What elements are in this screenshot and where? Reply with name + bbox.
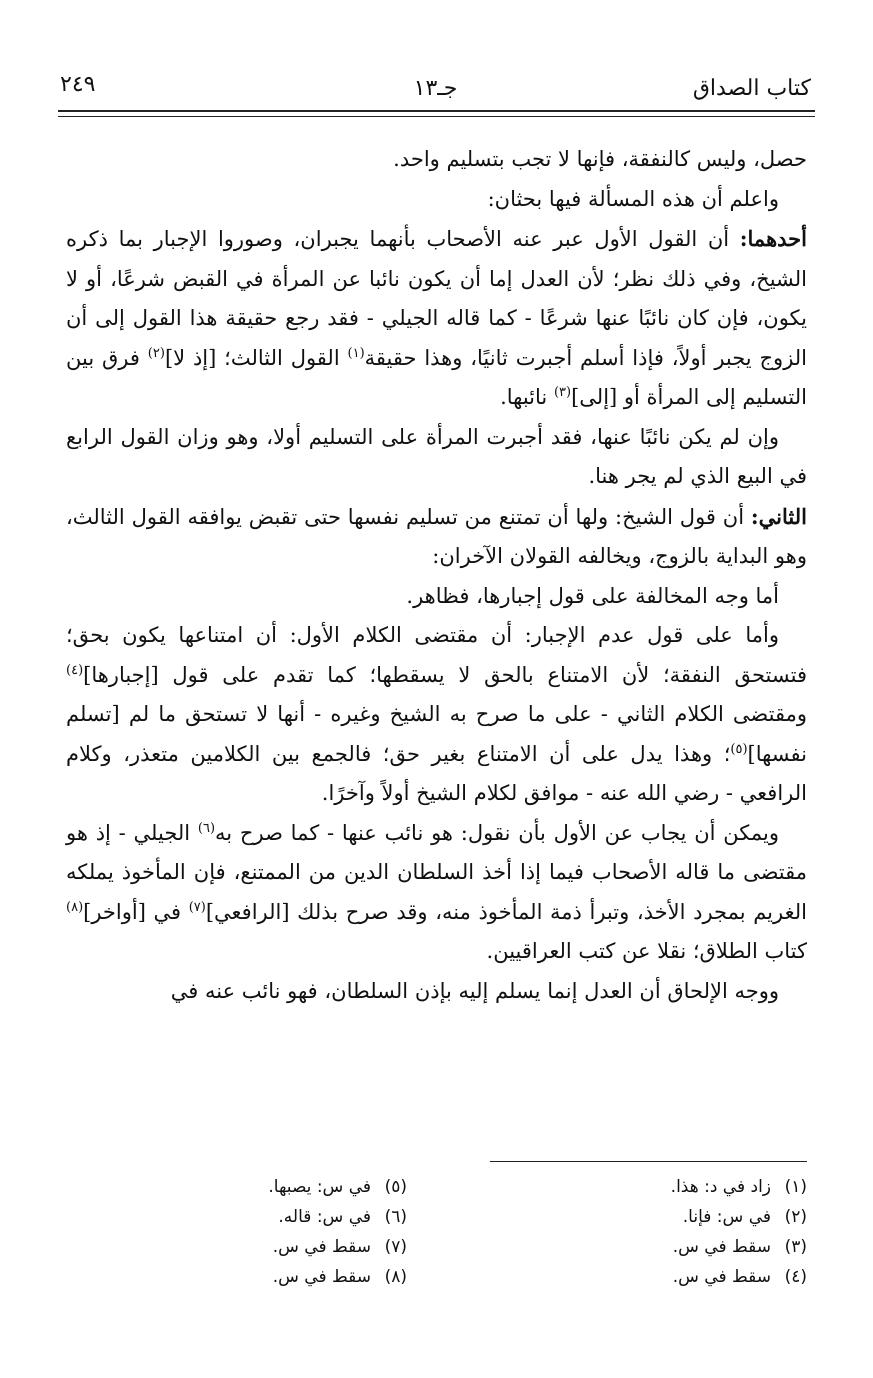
footnote [77, 1202, 407, 1232]
footnote-text: سقط في س. [672, 1267, 771, 1287]
page-header [60, 70, 811, 104]
text-run: وأما على قول عدم الإجبار: أن مقتضى الكلام الأول: أن امتناعها يكون بحق؛ فتستحق النفقة؛ لأن الامتناع بالحق لا يسقطها؛ كما تقدم على قول [إجبارها] [66, 623, 807, 687]
footnote [77, 1232, 407, 1262]
footnote [77, 1172, 407, 1202]
footnote [477, 1172, 807, 1202]
footnote-rule [490, 1161, 807, 1162]
footnote-number: (٢) [784, 1207, 807, 1227]
footnote-ref[interactable]: (١) [347, 345, 365, 361]
text-run: نائبها. [500, 385, 554, 409]
paragraph: حصل، وليس كالنفقة، فإنها لا تجب بتسليم واحد. [393, 147, 807, 171]
footnote-text: في س: قاله. [278, 1207, 371, 1227]
footnote-text: سقط في س. [272, 1237, 371, 1257]
footnote-ref[interactable]: (٢) [147, 345, 165, 361]
text-run: القول الثالث؛ [إذ لا] [164, 345, 348, 370]
paragraph-lead: الثاني: [750, 503, 807, 529]
footnote [477, 1262, 807, 1292]
footnote-number: (١) [784, 1177, 807, 1197]
text-run: ؛ وهذا يدل على أن الامتناع بغير حق؛ فالجمع بين الكلامين متعذر، وكلام الرافعي - رضي الله عنه - موافق لكلام الشيخ أولاً وآخرًا. [66, 741, 807, 805]
paragraph: ووجه الإلحاق أن العدل إنما يسلم إليه بإذن السلطان، فهو نائب عنه في [170, 978, 779, 1003]
text-run: أن قول الشيخ: ولها أن تمتنع من تسليم نفسها حتى تقبض يوافقه القول الثالث، وهو البداية بالزوج، ويخالفه القولان الآخران: [66, 504, 807, 568]
footnote-number: (٤) [784, 1267, 807, 1287]
footnote-text: في س: فإنا. [682, 1207, 771, 1227]
footnote-ref[interactable]: (٧) [188, 899, 206, 915]
footnote-ref[interactable]: (٨) [66, 899, 84, 915]
footnote [477, 1232, 807, 1262]
footnote-column-left [77, 1172, 407, 1292]
footnote-number: (٥) [384, 1177, 407, 1197]
header-rule [58, 110, 815, 117]
text-run: في [أواخر] [83, 899, 189, 924]
text-run: أن القول الأول عبر عنه الأصحاب بأنهما يجبران، وصوروا الإجبار بما ذكره الشيخ، وفي ذلك نظر؛ لأن العدل إما أن يكون نائبا عن المرأة في القبض شرعًا، أو لا يكون، فإن كان نائبًا عنها شرعًا - كما قاله الجيلي - فقد رجع حقيقة هذا القول إلى أن الزوج يجبر أولاً، فإذا أسلم أجبرت ثانيًا، وهذا حقيقة [66, 227, 808, 370]
paragraph: واعلم أن هذه المسألة فيها بحثان: [487, 186, 779, 211]
footnote-ref[interactable]: (٥) [730, 741, 748, 757]
footnote-number: (٦) [384, 1207, 407, 1227]
footnote-text: زاد في د: هذا. [670, 1177, 771, 1197]
footnote-number: (٧) [384, 1237, 407, 1257]
footnote-ref[interactable]: (٣) [553, 385, 572, 400]
text-run: فرق بين التسليم إلى المرأة أو [إلى] [66, 345, 807, 409]
main-text [66, 140, 807, 1011]
footnote-text: سقط في س. [672, 1237, 771, 1257]
footnote-number: (٣) [784, 1237, 807, 1257]
volume-label: جـ١٣ [413, 76, 458, 101]
page-number: ٢٤٩ [60, 72, 96, 97]
footnote [477, 1202, 807, 1232]
footnote-number: (٨) [384, 1267, 407, 1287]
footnote-ref[interactable]: (٤) [66, 662, 84, 678]
book-title: كتاب الصداق [692, 76, 811, 101]
paragraph-lead: أحدهما: [739, 226, 807, 251]
paragraph: أما وجه المخالفة على قول إجبارها، فظاهر. [406, 583, 779, 608]
footnote-text: في س: يصبها. [268, 1177, 371, 1197]
footnote-column-right [477, 1172, 807, 1292]
text-run: ويمكن أن يجاب عن الأول بأن نقول: هو نائب عنها - كما صرح به [215, 820, 780, 845]
footnote-ref[interactable]: (٦) [197, 820, 216, 836]
text-run: كتاب الطلاق؛ نقلا عن كتب العراقيين. [486, 939, 807, 963]
paragraph [66, 219, 807, 418]
text-run: الجيلي - إذ هو مقتضى ما قاله الأصحاب فيما إذا أخذ السلطان الدين من الممتنع، فإن المأخوذ يملكه الغريم بمجرد الأخذ، وتبرأ ذمة المأخوذ منه، وقد صرح بذلك [الرافعي] [66, 820, 807, 924]
footnote-text: سقط في س. [272, 1267, 371, 1287]
paragraph [66, 616, 807, 814]
paragraph [66, 814, 807, 972]
text-run: ومقتضى الكلام الثاني - على ما صرح به الشيخ وغيره - أنها لا تستحق ما لم [تسلم نفسها] [66, 702, 807, 766]
paragraph [66, 497, 807, 577]
paragraph: وإن لم يكن نائبًا عنها، فقد أجبرت المرأة على التسليم أولا، وهو وزان القول الرابع في البيع الذي لم يجر هنا. [66, 424, 807, 488]
footnote [77, 1262, 407, 1292]
